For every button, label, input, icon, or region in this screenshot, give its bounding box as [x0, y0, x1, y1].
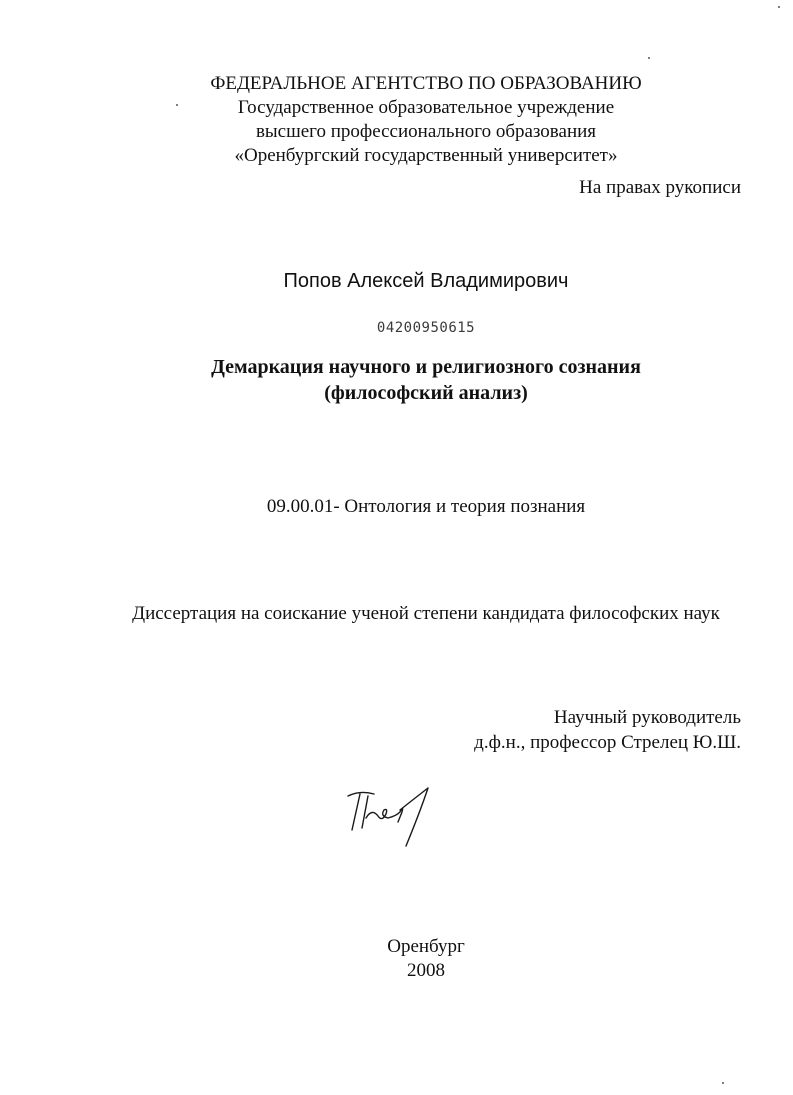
institution-header	[0, 72, 793, 168]
title-line-2: (философский анализ)	[324, 382, 528, 404]
dissertation-title	[0, 354, 793, 406]
manuscript-note: На правах рукописи	[579, 177, 741, 198]
university-name: «Оренбургский государственный университет»	[234, 145, 618, 166]
author-name: Попов Алексей Владимирович	[283, 270, 569, 292]
institution-level: высшего профессионального образования	[255, 121, 597, 142]
author-signature	[340, 782, 450, 852]
registration-stamp: 04200950615	[376, 320, 476, 336]
supervisor-block	[474, 705, 741, 755]
scan-speck	[176, 104, 178, 106]
scan-speck	[778, 6, 780, 8]
supervisor-name: д.ф.н., профессор Стрелец Ю.Ш.	[474, 732, 741, 753]
degree-statement: Диссертация на соискание ученой степени кандидата философских наук	[132, 603, 720, 624]
title-line-1: Демаркация научного и религиозного сознания	[211, 356, 641, 378]
specialty-code: 09.00.01- Онтология и теория познания	[266, 496, 586, 517]
scan-speck	[648, 57, 650, 59]
year: 2008	[407, 960, 445, 981]
city-year-block	[0, 935, 793, 983]
city: Оренбург	[387, 936, 465, 957]
scan-speck	[722, 1082, 724, 1084]
agency-name: ФЕДЕРАЛЬНОЕ АГЕНТСТВО ПО ОБРАЗОВАНИЮ	[210, 73, 642, 94]
supervisor-role: Научный руководитель	[553, 707, 741, 728]
institution-type: Государственное образовательное учреждение	[237, 97, 615, 118]
